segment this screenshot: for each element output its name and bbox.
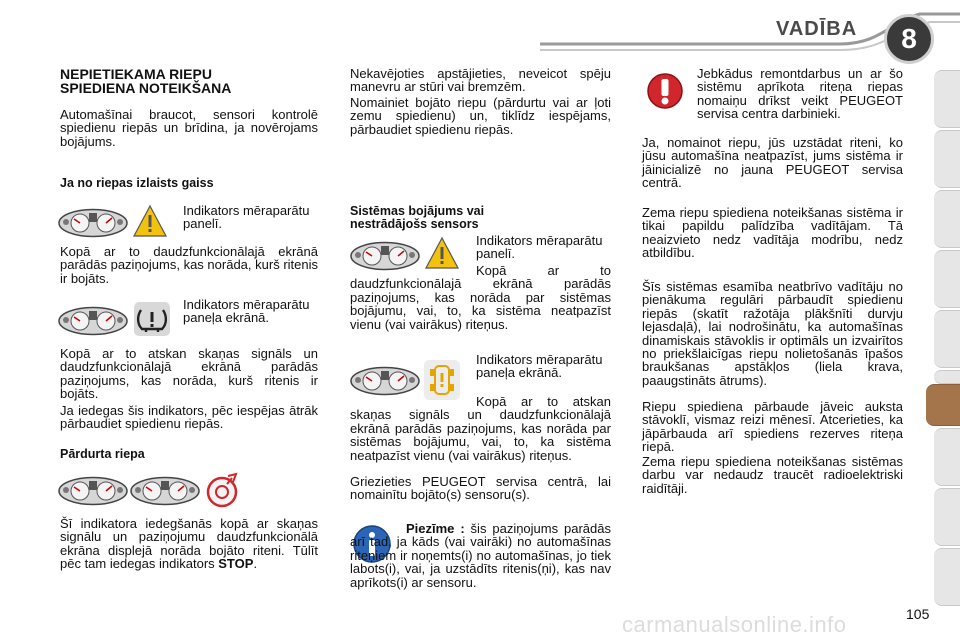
col1-para4-text: Šī indikatora iedegšanās kopā ar skaņas signālu un paziņojumu daudzfunkcionālā ekrāna displejā norāda bojāto riteni. Tūlīt pēc tam iedegas indikators: [60, 516, 318, 572]
side-tab-4[interactable]: [934, 250, 960, 308]
note-label: Piezīme :: [406, 521, 465, 536]
stop-label: STOP: [218, 556, 254, 572]
tyre-pressure-icon: [134, 302, 170, 336]
col2-indicator-panel-text: [350, 264, 611, 331]
col1-indicator-screen: Indikators mēraparātu paneļa ekrānā.: [183, 297, 310, 326]
col3-warning: Jebkādus remontdarbus un ar šo sistēmu aprīkota riteņa riepas nomaiņu drīkst veikt PEUGEOT servisa centra darbinieki.: [697, 66, 903, 122]
col3-para5: Zema riepu spiediena noteikšanas sistēmas darbu var nedaudz traucēt radioelektriski raidītāji.: [642, 454, 903, 496]
warning-red-icon: [646, 72, 684, 110]
dashboard-icon: [58, 208, 128, 238]
side-tab-7[interactable]: [934, 428, 960, 486]
col1-sub-puncture: Pārdurta riepa: [60, 447, 145, 461]
col2-para2: Nomainiet bojāto riepu (pārdurtu vai ar ļoti zemu spiedienu) un, tiklīdz iespējams, pārbaudiet spiedienu riepās.: [350, 95, 611, 137]
note-text: šis paziņojums parādās arī tad, ja kāds (vai vairāki) no automašīnas riteņiem ir noņemts(i) no automašīnas, jo tiek labots(i), vai, ja uzstādīts ritenis(ņi), kas nav aprīkots(i) ar sensoru.: [350, 521, 611, 590]
col1-para4-end: .: [253, 556, 258, 572]
dashboard-icon: [350, 366, 420, 396]
chapter-title: VADĪBA: [776, 18, 858, 40]
col1-indicator-panel: Indikators mēraparātu panelī.: [183, 203, 310, 232]
col1-para4: [60, 517, 318, 571]
side-tab-active[interactable]: [926, 384, 960, 426]
dashboard-icon: [130, 476, 200, 506]
side-tab-6[interactable]: [934, 370, 960, 384]
dashboard-icon: [58, 476, 128, 506]
col1-para3: Ja iedegas šis indikators, pēc iespējas ātrāk pārbaudiet spiedienu riepās.: [60, 403, 318, 432]
col1-para2: Kopā ar to atskan skaņas signāls un daudzfunkcionālajā ekrānā parādās paziņojums, kas norāda, kurš ritenis ir bojāts.: [60, 346, 318, 402]
col2-ind1b: Kopā ar to daudzfunkcionālajā ekrānā parādās paziņojums, kas norāda par sistēmas bojājumu, vai, to, ka sistēma neatpazīst vienu (vai vairākus) riteņus.: [350, 263, 611, 332]
col1-sub-air-loss: Ja no riepas izlaists gaiss: [60, 176, 214, 190]
side-tab-1[interactable]: [934, 70, 960, 128]
col3-para3: Šīs sistēmas esamība neatbrīvo vadītāju no pienākuma regulāri pārbaudīt spiedienu riepās (skatīt ražotāja plākšnīti durvju lejasdaļā), lai nodrošinātu, ka automašīnas dinamiskais stāvoklis ir optimāls un izvairītos no priekšlaicīgas riepu nolietošanās īpašos braukšanas apstākļos (liela krava, paaugstināts ātrums).: [642, 279, 903, 388]
col2-indicator-panel: Indikators mēraparātu panelī.: [476, 233, 603, 262]
col2-ind2b: Kopā ar to atskan skaņas signāls un daudzfunkcionālajā ekrānā parādās paziņojums, kas norāda par sistēmas bojājumu, vai, to, ka sistēma neatpazīst vienu (vai vairākus) riteņus.: [350, 394, 611, 463]
watermark: carmanualsonline.info: [622, 612, 847, 637]
chapter-number: 8: [901, 23, 917, 54]
col2-note: [350, 522, 611, 589]
col2-sub-system-fault: Sistēmas bojājums vai nestrādājošs sensors: [350, 204, 485, 231]
col2-para1: Nekavējoties apstājieties, neveicot spēju manevru ar stūri vai bremzēm.: [350, 66, 611, 95]
puncture-wheel-icon: [202, 472, 242, 510]
page-number: 105: [906, 606, 930, 622]
section-heading: NEPIETIEKAMA RIEPU SPIEDIENA NOTEIKŠANA: [60, 66, 232, 96]
side-tab-5[interactable]: [934, 310, 960, 368]
side-tab-9[interactable]: [934, 548, 960, 606]
chapter-number-badge: [884, 14, 934, 64]
side-tab-8[interactable]: [934, 488, 960, 546]
sensor-fault-icon: [424, 360, 460, 400]
warning-triangle-icon: [132, 204, 168, 238]
side-tab-2[interactable]: [934, 130, 960, 188]
col2-indicator-screen-text: [350, 395, 611, 462]
col3-para2: Zema riepu spiediena noteikšanas sistēma ir tikai papildu palīdzība vadītājam. Tā neaizvieto nedz vadītāja modrību, nedz atbildību.: [642, 205, 903, 261]
dashboard-icon: [58, 306, 128, 336]
col3-para4: Riepu spiediena pārbaude jāveic auksta stāvoklī, vismaz reizi mēnesī. Atcerieties, ka jāpārbauda arī spiediens rezerves riteņa riepā.: [642, 399, 903, 455]
col1-intro: Automašīnai braucot, sensori kontrolē spiedienu riepās un brīdina, ja novērojams bojājums.: [60, 107, 318, 149]
col2-para3: Griezieties PEUGEOT servisa centrā, lai nomainītu bojāto(s) sensoru(s).: [350, 474, 611, 503]
col1-para1: Kopā ar to daudzfunkcionālajā ekrānā parādās paziņojums, kas norāda, kurš ritenis ir bojāts.: [60, 244, 318, 286]
col2-indicator-screen: Indikators mēraparātu paneļa ekrānā.: [476, 352, 603, 381]
col3-para1: Ja, nomainot riepu, jūs uzstādat riteni, ko jūsu automašīna neatpazīst, jums sistēma ir jāinicializē no jauna PEUGEOT servisa centrā.: [642, 135, 903, 191]
side-tab-3[interactable]: [934, 190, 960, 248]
